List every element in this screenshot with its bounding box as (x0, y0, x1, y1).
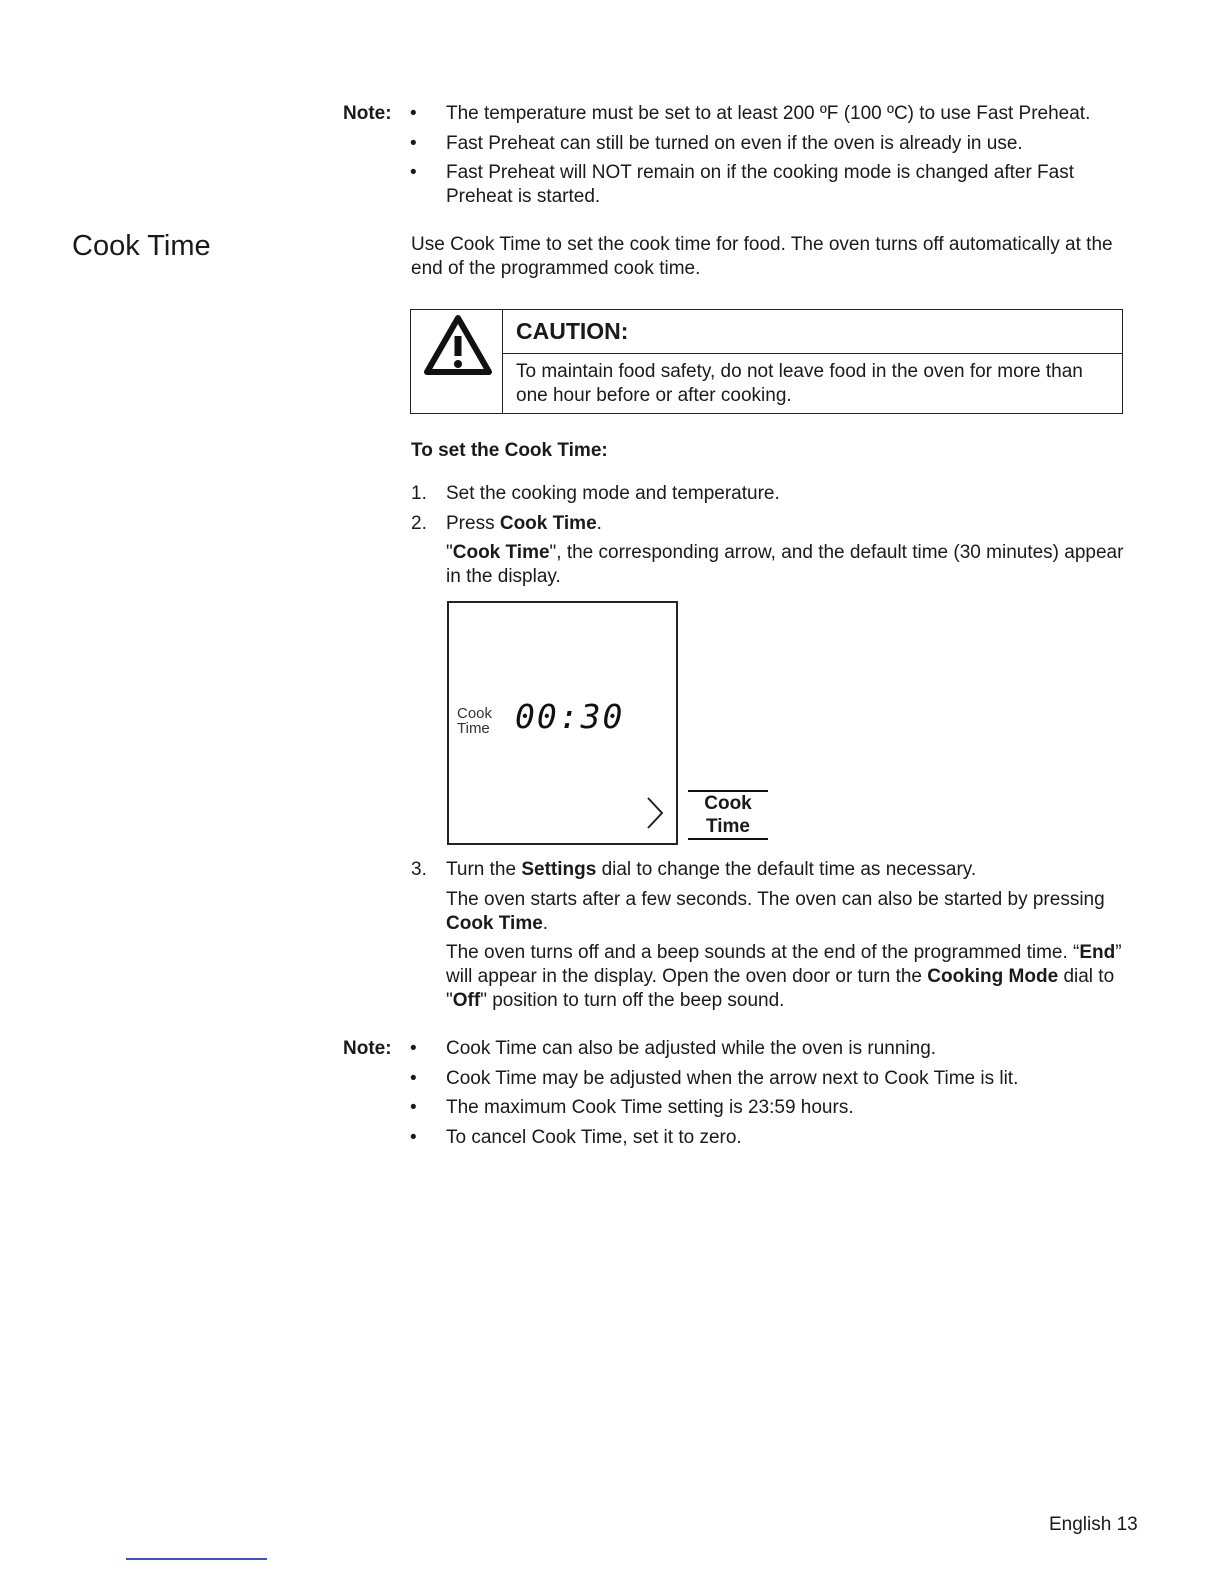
caution-body: To maintain food safety, do not leave food in the oven for more than one hour before or after cooking. (516, 361, 1083, 406)
step-text-part: . (596, 513, 602, 534)
chevron-right-icon (645, 796, 665, 830)
note-bullet-text: The temperature must be set to at least 200 ºF (100 ºC) to use Fast Preheat. (446, 103, 1091, 124)
section-title: Cook Time (72, 230, 211, 262)
display-time-digits: 00:30 (515, 697, 625, 736)
key-label-line: Cook (704, 793, 752, 814)
bullet-dot: • (410, 103, 417, 124)
note-label: Note: (343, 1038, 392, 1059)
warning-triangle-icon (423, 314, 493, 376)
bullet-dot: • (410, 1068, 417, 1089)
step-text: Set the cooking mode and temperature. (446, 483, 780, 504)
step-text-part: Press (446, 513, 500, 534)
step-detail-part: " position to turn off the beep sound. (480, 990, 785, 1011)
note-bullet-text: Fast Preheat will NOT remain on if the cooking mode is changed after Fast Preheat is started. (446, 162, 1075, 207)
note-bullet-text: To cancel Cook Time, set it to zero. (446, 1127, 742, 1148)
caution-header (503, 310, 1122, 354)
step-detail-bold: End (1079, 942, 1116, 963)
note-label: Note: (343, 103, 392, 124)
step-detail (446, 888, 1146, 936)
display-cook-time-label (457, 706, 492, 736)
bullet-dot: • (410, 1097, 417, 1118)
note-bullet-text: The maximum Cook Time setting is 23:59 hours. (446, 1097, 854, 1118)
step-detail-bold: Cooking Mode (927, 966, 1059, 987)
caution-box (410, 309, 1123, 414)
step-detail-part: " (446, 542, 453, 563)
display-label-line: Cook (457, 705, 493, 722)
step-text-bold: Cook Time (499, 513, 597, 534)
cook-time-key (688, 790, 768, 840)
step-detail (446, 541, 1126, 589)
step-detail-part: ” will appear in the display. Open the oven door or turn the (446, 942, 1122, 987)
oven-display-panel (447, 601, 678, 845)
step-text (446, 512, 1146, 536)
step-text-part: Turn the (446, 859, 522, 880)
step-detail (446, 941, 1146, 1013)
note-bullet-text: Cook Time may be adjusted when the arrow next to Cook Time is lit. (446, 1068, 1019, 1089)
caution-icon-cell (411, 310, 503, 413)
step-detail-part: The oven starts after a few seconds. The oven can also be started by pressing (446, 889, 1105, 910)
page-number: English 13 (1049, 1514, 1138, 1535)
caution-title: CAUTION: (516, 318, 629, 344)
step-text-bold: Settings (521, 859, 597, 880)
step-number: 3. (411, 859, 427, 880)
step-detail-part: dial to " (446, 966, 1115, 1011)
step-detail-part: The oven turns off and a beep sounds at the end of the programmed time. “ (446, 942, 1080, 963)
bullet-dot: • (410, 1127, 417, 1148)
bullet-dot: • (410, 1038, 417, 1059)
step-detail-part: . (542, 913, 549, 934)
key-label-line: Time (705, 816, 750, 837)
step-detail-bold: Cook Time (446, 913, 543, 934)
step-detail-part: ", the corresponding arrow, and the default time (30 minutes) appear in the display. (446, 542, 1124, 587)
bullet-dot: • (410, 162, 417, 183)
section-intro: Use Cook Time to set the cook time for food. The oven turns off automatically at the end of the programmed cook time. (411, 234, 1113, 279)
step-text (446, 858, 1146, 882)
note-bullet-text: Cook Time can also be adjusted while the oven is running. (446, 1038, 937, 1059)
display-label-line: Time (457, 720, 490, 737)
procedure-heading: To set the Cook Time: (411, 440, 608, 461)
step-detail-bold: Off (452, 990, 481, 1011)
step-number: 2. (411, 513, 427, 534)
bullet-dot: • (410, 133, 417, 154)
step-detail-bold: Cook Time (452, 542, 550, 563)
note-bullet-text: Fast Preheat can still be turned on even if the oven is already in use. (446, 133, 1023, 154)
step-number: 1. (411, 483, 427, 504)
step-text-part: dial to change the default time as necessary. (596, 859, 977, 880)
footer-accent-line (126, 1558, 267, 1560)
